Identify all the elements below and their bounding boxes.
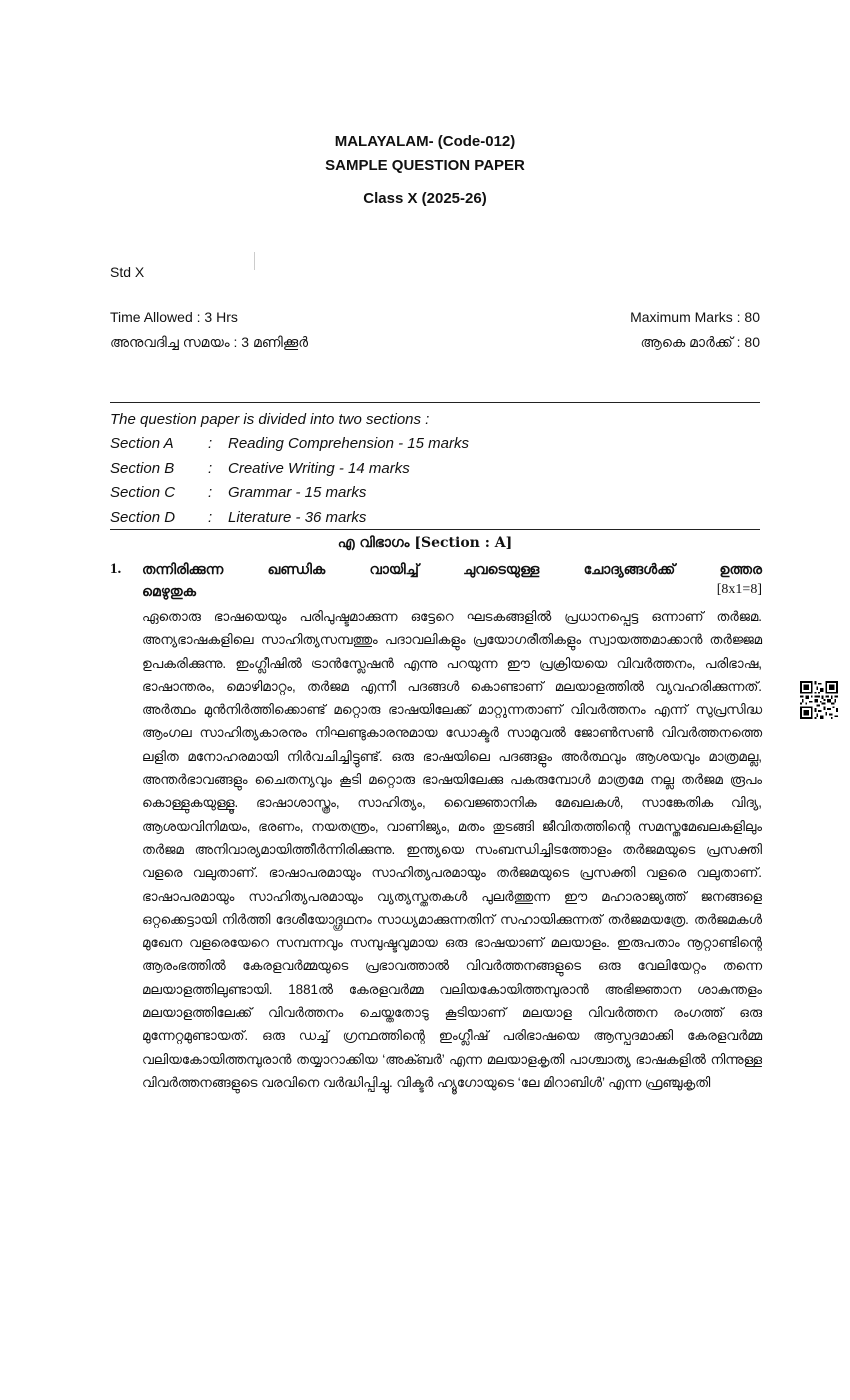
rule-top (110, 402, 760, 403)
class-label: Class X (2025-26) (363, 190, 487, 207)
time-allowed-ml: അനുവദിച്ച സമയം : 3 മണിക്കൂർ (110, 334, 309, 350)
time-marks-row-en (110, 309, 760, 325)
reading-passage: ഏതൊരു ഭാഷയെയും പരിപുഷ്ടമാക്കുന്ന ഒട്ടേറെ ഘടകങ്ങളിൽ പ്രധാനപ്പെട്ട ഒന്നാണ് തർജമ. അന്യഭാഷകളിലെ സാഹിത്യസമ്പത്തും പദാവലികളും പ്രയോഗരീതികളും സ്വായത്തമാക്കാൻ തർജ്ജമ ഉപകരിക്കുന്നു. ഇംഗ്ലീഷിൽ ട്രാൻസ്ലേഷൻ എന്നു പറയുന്ന ഈ പ്രക്രിയയെ വിവർത്തനം, പരിഭാഷ, ഭാഷാന്തരം, മൊഴിമാറ്റം, തർജമ എന്നീ പദങ്ങൾ കൊണ്ടാണ് മലയാളത്തിൽ വ്യവഹരിക്കുന്നത്. അർത്ഥം മുൻനിർത്തിക്കൊണ്ട് മറ്റൊരു ഭാഷയിലേക്ക് മാറ്റുന്നതാണ് വിവർത്തനം എന്ന് സുപ്രസിദ്ധ ആംഗല സാഹിത്യകാരനും നിഘണ്ടുകാരനുമായ ഡോക്ടർ സാമുവൽ ജോൺസൺ വിവർത്തനത്തെ ലളിത മനോഹരമായി നിർവചിച്ചിട്ടുണ്ട്. ഒരു ഭാഷയിലെ പദങ്ങളും അർത്ഥവും ആശയവും മാത്രമല്ല, അന്തർഭാവങ്ങളും ചൈതന്യവും കൂടി മറ്റൊരു ഭാഷയിലേക്കു പകരുമ്പോൾ മാത്രമേ നല്ല തർജമ രൂപം കൊള്ളുകയുള്ളൂ. ഭാഷാശാസ്ത്രം, സാഹിത്യം, വൈജ്ഞാനിക മേഖലകൾ, സാങ്കേതിക വിദ്യ, ആശയവിനിമയം, ഭരണം, നയതന്ത്രം, വാണിജ്യം, മതം തുടങ്ങി ജീവിതത്തിന്റെ സമസ്തമേഖലകളിലും തർജമ അനിവാര്യമായിത്തീർന്നിരിക്കുന്നു. ഇന്ത്യയെ സംബന്ധിച്ചിടത്തോളം തർജമയുടെ പ്രസക്തി വളരെ വലുതാണ്. ഭാഷാപരമായും സാഹിത്യപരമായും തർജമയുടെ പ്രസക്തി വളരെ വലുതാണ്. ഭാഷാപരമായും സാഹിത്യപരമായും വ്യത്യസ്തതകൾ പുലർത്തുന്ന ഈ മഹാരാജ്യത്ത് ജനങ്ങളെ ഒറ്റക്കെട്ടായി നിർത്തി ദേശീയോദ്ഗ്രഥനം സാധ്യമാക്കുന്നതിന് സഹായിക്കുന്നത് തർജമയത്രേ. തർജമകൾ മുഖേന വളരെയേറെ സമ്പന്നവും സമ്പുഷ്ടവുമായ ഒരു ഭാഷയാണ് മലയാളം. ഇരുപതാം നൂറ്റാണ്ടിന്റെ ആരംഭത്തിൽ കേരളവർമ്മയുടെ പ്രഭാവത്താൽ വിവർത്തനങ്ങളുടെ ഒരു വേലിയേറ്റം തന്നെ മലയാളത്തിലുണ്ടായി. 1881ൽ കേരളവർമ്മ വലിയകോയിത്തമ്പുരാൻ അഭിജ്ഞാന ശാകുന്തളം മലയാളത്തിലേക്ക് വിവർത്തനം ചെയ്തതോടു കൂടിയാണ് മലയാള വിവർത്തന രംഗത്ത് ഒരു മുന്നേറ്റമുണ്ടായത്. ഒരു ഡച്ച് ഗ്രന്ഥത്തിന്റെ ഇംഗ്ലീഷ് പരിഭാഷയെ ആസ്പദമാക്കി കേരളവർമ്മ വലിയകോയിത്തമ്പുരാൻ തയ്യാറാക്കിയ ‘അക്ബർ’ എന്ന മലയാളകൃതി പാശ്ചാത്യ ഭാഷകളിൽ നിന്നുള്ള വിവർത്തനങ്ങളുടെ വരവിനെ വർദ്ധിപ്പിച്ചു. വിക്ടർ ഹ്യൂഗോയുടെ ‘ലേ മിറാബിൾ’ എന്ന ഫ്രഞ്ചുകൃതി (142, 609, 762, 1090)
section-desc: Literature - 36 marks (228, 508, 367, 526)
time-marks-row-ml (110, 334, 760, 351)
sections-intro: The question paper is divided into two sections : (110, 411, 430, 428)
section-desc: Creative Writing - 14 marks (228, 459, 410, 477)
question-marks: [8x1=8] (716, 582, 762, 597)
max-marks-en: Maximum Marks : 80 (630, 309, 760, 325)
question-text-continued: മെഴുതുക (142, 583, 196, 599)
question-text: തന്നിരിക്കുന്ന ഖണ്ഡിക വായിച്ച് ചുവടെയുള്ള ചോദ്യങ്ങൾക്ക് ഉത്തര (142, 561, 762, 577)
section-a-title: എ വിഭാഗം [Section : A] (337, 535, 513, 551)
std-label: Std X (110, 264, 145, 280)
section-name: Section B (110, 459, 175, 477)
section-name: Section A (110, 435, 174, 452)
sections-list (110, 408, 469, 530)
section-colon: : (208, 459, 213, 477)
section-colon: : (208, 435, 213, 452)
section-colon: : (208, 508, 213, 526)
section-name: Section D (110, 508, 176, 526)
section-desc: Grammar - 15 marks (228, 484, 367, 501)
time-allowed-en: Time Allowed : 3 Hrs (110, 309, 238, 325)
divider-mark (254, 252, 255, 270)
section-row (110, 432, 469, 457)
section-desc: Reading Comprehension - 15 marks (228, 435, 469, 452)
section-row (110, 481, 469, 506)
section-row (110, 457, 469, 482)
paper-title: MALAYALAM- (Code-012) (334, 133, 516, 150)
question-number: 1. (110, 561, 122, 577)
section-name: Section C (110, 484, 176, 501)
max-marks-ml: ആകെ മാർക്ക് : 80 (640, 334, 760, 350)
rule-bottom (110, 529, 760, 530)
section-row (110, 506, 469, 531)
section-colon: : (208, 484, 213, 501)
paper-subtitle: SAMPLE QUESTION PAPER (325, 157, 525, 174)
qr-code-icon (800, 681, 838, 719)
